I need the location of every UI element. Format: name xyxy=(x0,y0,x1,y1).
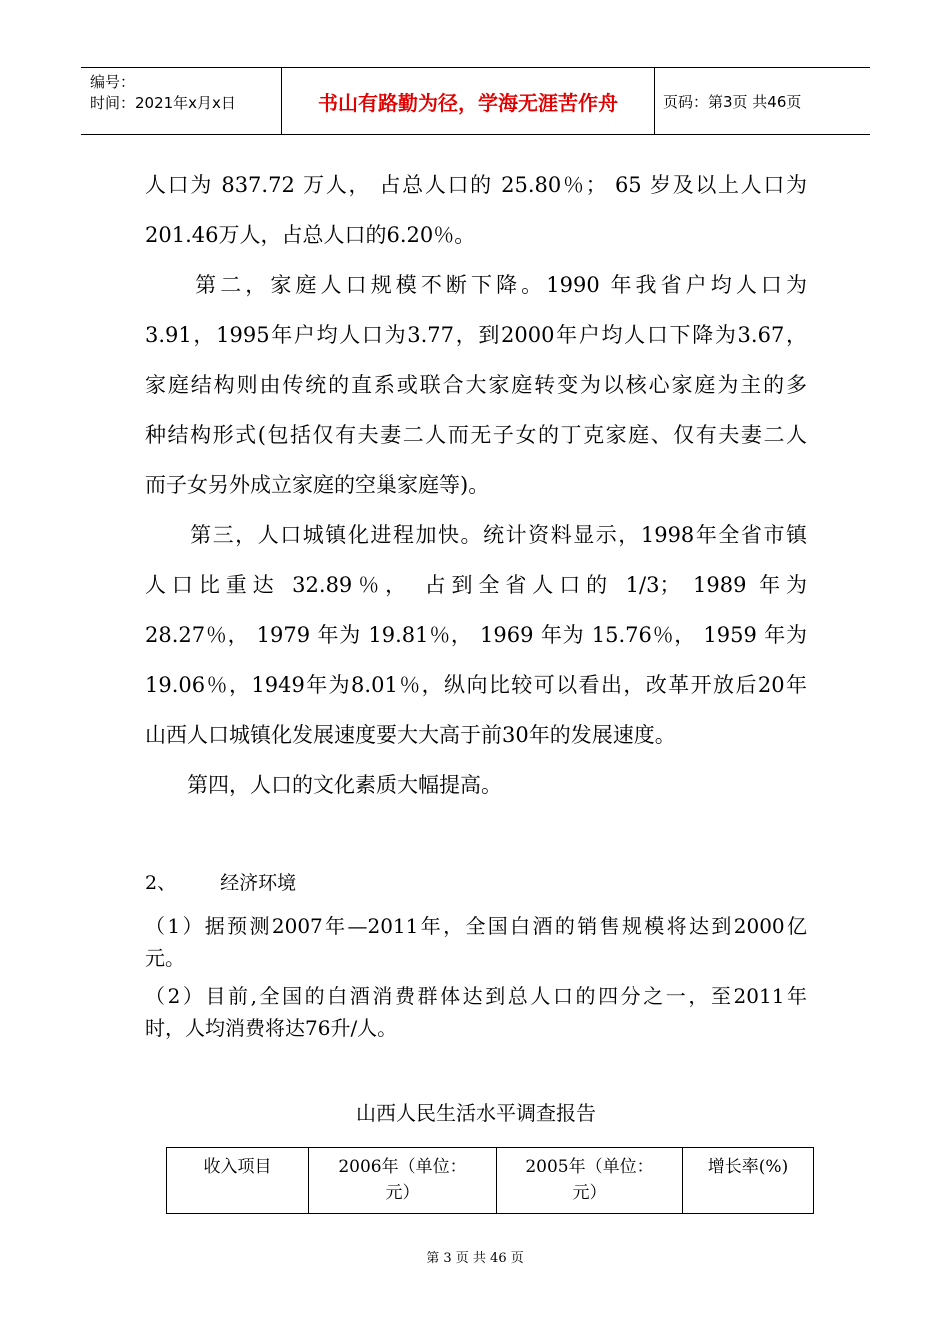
text-line: 种结构形式(包括仅有夫妻二人而无子女的丁克家庭、仅有夫妻二人 xyxy=(145,423,807,447)
paragraph-urbanization xyxy=(145,510,807,760)
table-header-cell: 收入项目 xyxy=(167,1148,309,1214)
doc-time-label: 时间：2021年x月x日 xyxy=(90,94,236,112)
text-line: 人口为 837.72 万人， 占总人口的 25.80％； 65 岁及以上人口为 xyxy=(145,173,807,197)
text-line: 201.46万人，占总人口的6.20％。 xyxy=(145,223,476,247)
header-meta xyxy=(81,68,281,134)
text-line: 第二，家庭人口规模不断下降。1990 年我省户均人口为 xyxy=(145,273,807,297)
section-title: 经济环境 xyxy=(220,872,297,894)
econ-item-consumer-base xyxy=(145,980,807,1044)
table-header-cell: 增长率(%) xyxy=(683,1148,814,1214)
text-line: 元。 xyxy=(145,946,185,970)
econ-item-sales-forecast xyxy=(145,910,807,974)
page-footer: 第 3 页 共 46 页 xyxy=(426,1251,524,1266)
text-line: 人口比重达 32.89％， 占到全省人口的 1/3； 1989 年为 xyxy=(145,573,807,597)
text-line: 山西人口城镇化发展速度要大大高于前30年的发展速度。 xyxy=(145,723,676,747)
text-line: 第四，人口的文化素质大幅提高。 xyxy=(145,773,502,797)
header-page-info: 页码：第3页 共46页 xyxy=(663,92,802,111)
text-line: 而子女另外成立家庭的空巢家庭等)。 xyxy=(145,473,490,497)
text-line: 28.27％， 1979 年为 19.81％， 1969 年为 15.76％， 1959 年为 xyxy=(145,623,807,647)
section-number: 2、 xyxy=(145,872,177,894)
text-line: 19.06％，1949年为8.01％，纵向比较可以看出，改革开放后20年 xyxy=(145,673,807,697)
text-line: 第三，人口城镇化进程加快。统计资料显示，1998年全省市镇 xyxy=(145,523,807,547)
doc-number-label: 编号： xyxy=(90,73,136,91)
header-motto: 书山有路勤为径，学海无涯苦作舟 xyxy=(281,68,655,134)
text-line: 时，人均消费将达76升/人。 xyxy=(145,1016,398,1040)
page-header xyxy=(81,67,870,135)
paragraph-education xyxy=(145,760,807,810)
section-heading xyxy=(145,868,296,895)
table-header-cell: 2006年（单位： 元） xyxy=(309,1148,497,1214)
paragraph-population-age xyxy=(145,160,807,260)
table-header-row xyxy=(167,1148,814,1214)
text-line: （2）目前,全国的白酒消费群体达到总人口的四分之一，至2011年 xyxy=(145,984,807,1008)
income-table xyxy=(166,1147,814,1214)
table-header-cell: 2005年（单位： 元） xyxy=(497,1148,683,1214)
text-line: 家庭结构则由传统的直系或联合大家庭转变为以核心家庭为主的多 xyxy=(145,373,807,397)
text-line: 3.91，1995年户均人口为3.77，到2000年户均人口下降为3.67， xyxy=(145,323,807,347)
text-line: （1）据预测2007年—2011年，全国白酒的销售规模将达到2000亿 xyxy=(145,914,807,938)
report-title: 山西人民生活水平调查报告 xyxy=(356,1101,596,1125)
paragraph-household-size xyxy=(145,260,807,510)
